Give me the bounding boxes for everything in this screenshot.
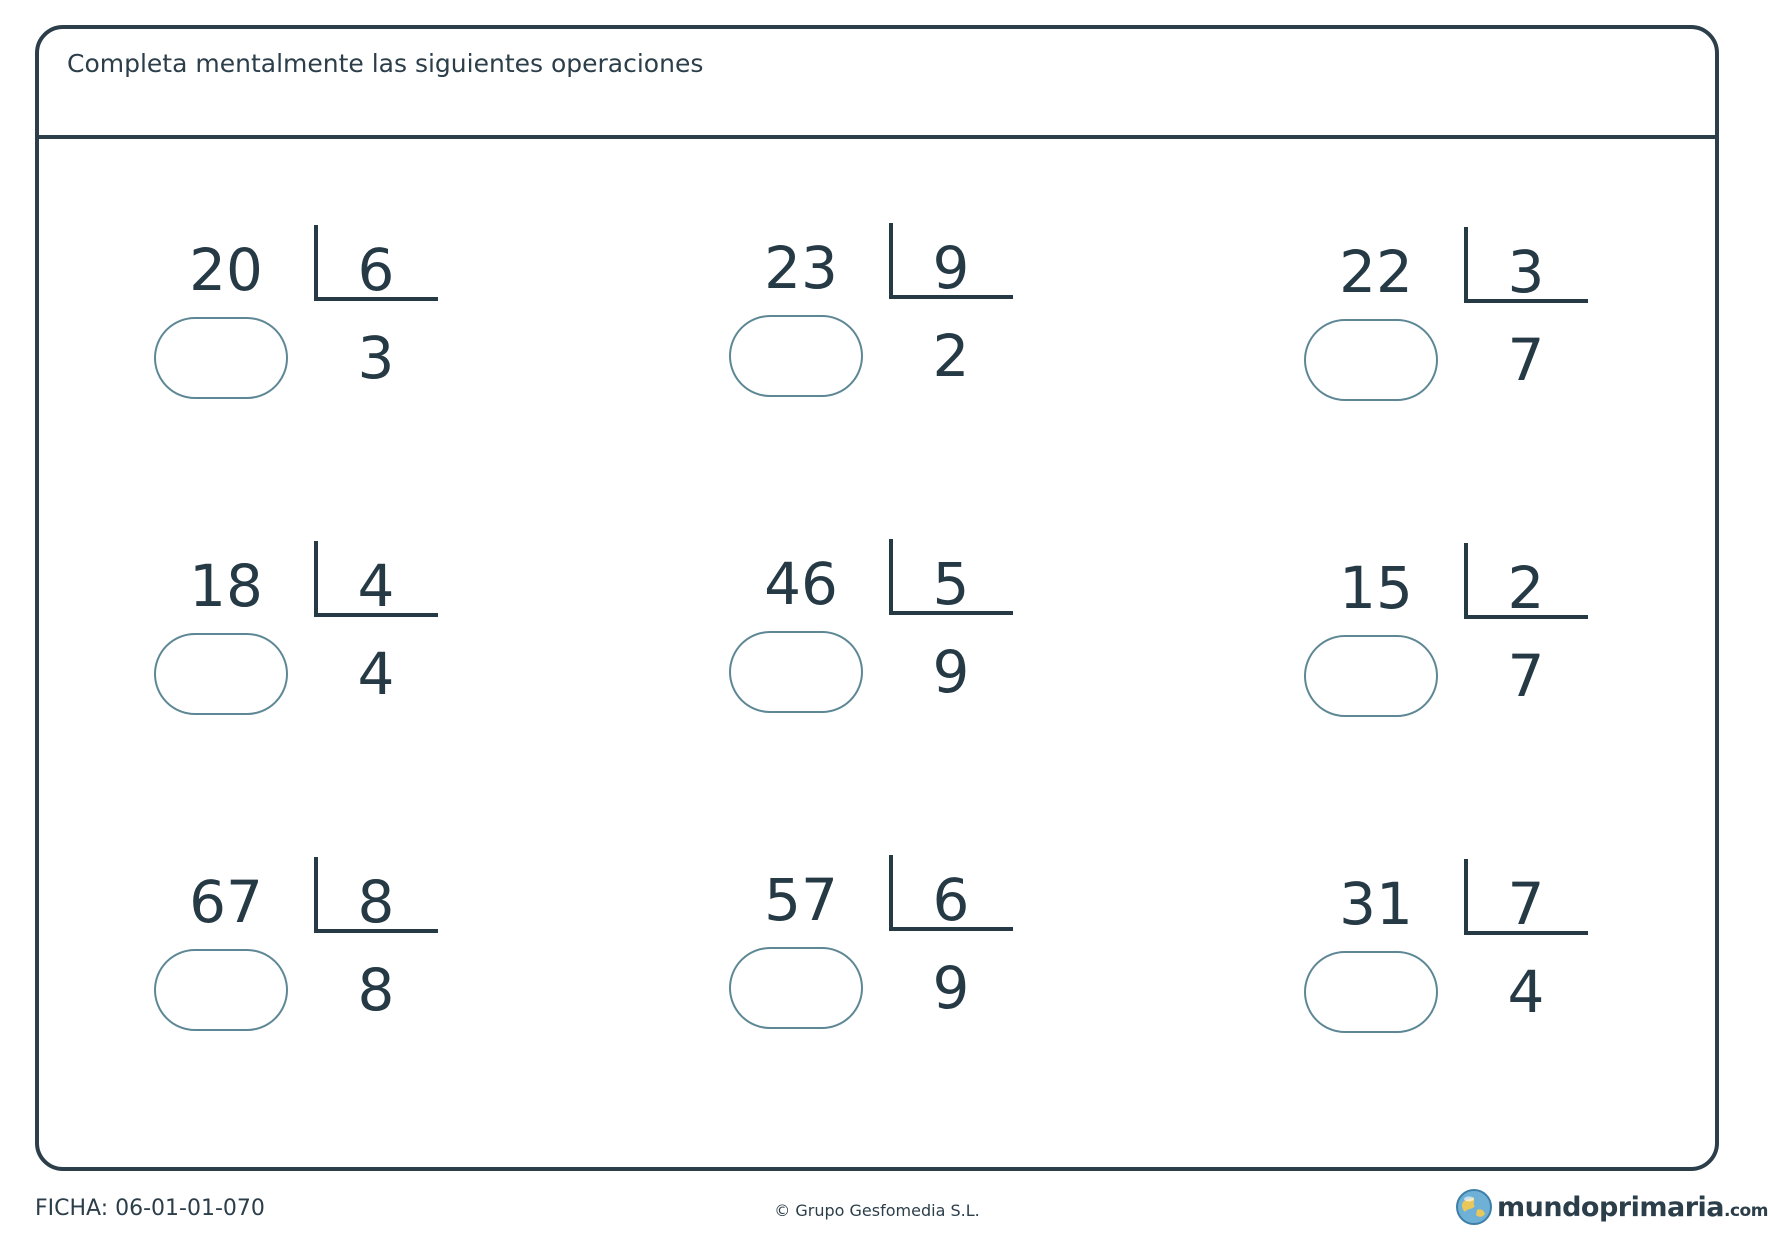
remainder-answer-box[interactable] [729, 947, 863, 1029]
division-bracket-vertical [1464, 227, 1468, 303]
divisor: 5 [932, 550, 970, 618]
division-exercise [711, 223, 1031, 423]
division-exercise [136, 541, 456, 741]
division-exercise [711, 539, 1031, 739]
dividend: 23 [764, 234, 838, 302]
globe-icon [1455, 1188, 1493, 1226]
division-bracket-vertical [889, 223, 893, 299]
remainder-answer-box[interactable] [1304, 951, 1438, 1033]
remainder-answer-box[interactable] [729, 315, 863, 397]
dividend: 67 [189, 868, 263, 936]
division-exercise [1286, 227, 1606, 427]
dividend: 31 [1339, 870, 1413, 938]
remainder-answer-box[interactable] [154, 949, 288, 1031]
quotient: 8 [357, 956, 395, 1024]
divisor: 6 [357, 236, 395, 304]
logo-name: mundoprimaria [1497, 1192, 1724, 1223]
ficha-code: FICHA: 06-01-01-070 [35, 1196, 265, 1221]
remainder-answer-box[interactable] [154, 633, 288, 715]
worksheet-header [39, 29, 1715, 139]
division-exercise [1286, 543, 1606, 743]
quotient: 9 [932, 638, 970, 706]
quotient: 4 [1507, 958, 1545, 1026]
dividend: 46 [764, 550, 838, 618]
division-bracket-vertical [1464, 859, 1468, 935]
quotient: 3 [357, 324, 395, 392]
division-bracket-vertical [1464, 543, 1468, 619]
remainder-answer-box[interactable] [729, 631, 863, 713]
logo-suffix: .com [1724, 1201, 1768, 1221]
division-bracket-vertical [889, 539, 893, 615]
dividend: 20 [189, 236, 263, 304]
dividend: 18 [189, 552, 263, 620]
remainder-answer-box[interactable] [1304, 635, 1438, 717]
divisor: 6 [932, 866, 970, 934]
division-exercise [136, 225, 456, 425]
dividend: 15 [1339, 554, 1413, 622]
copyright-notice: © Grupo Gesfomedia S.L. [774, 1201, 980, 1220]
division-bracket-vertical [889, 855, 893, 931]
division-bracket-vertical [314, 857, 318, 933]
quotient: 2 [932, 322, 970, 390]
logo-wordmark [1497, 1192, 1768, 1223]
instruction-text: Completa mentalmente las siguientes operaciones [67, 49, 704, 78]
division-bracket-vertical [314, 541, 318, 617]
divisor: 9 [932, 234, 970, 302]
division-exercise [1286, 859, 1606, 1059]
divisor: 4 [357, 552, 395, 620]
division-bracket-vertical [314, 225, 318, 301]
quotient: 7 [1507, 642, 1545, 710]
divisor: 8 [357, 868, 395, 936]
remainder-answer-box[interactable] [154, 317, 288, 399]
remainder-answer-box[interactable] [1304, 319, 1438, 401]
division-exercise [711, 855, 1031, 1055]
quotient: 7 [1507, 326, 1545, 394]
dividend: 57 [764, 866, 838, 934]
divisor: 3 [1507, 238, 1545, 306]
divisor: 7 [1507, 870, 1545, 938]
division-exercise [136, 857, 456, 1057]
quotient: 4 [357, 640, 395, 708]
dividend: 22 [1339, 238, 1413, 306]
quotient: 9 [932, 954, 970, 1022]
divisor: 2 [1507, 554, 1545, 622]
